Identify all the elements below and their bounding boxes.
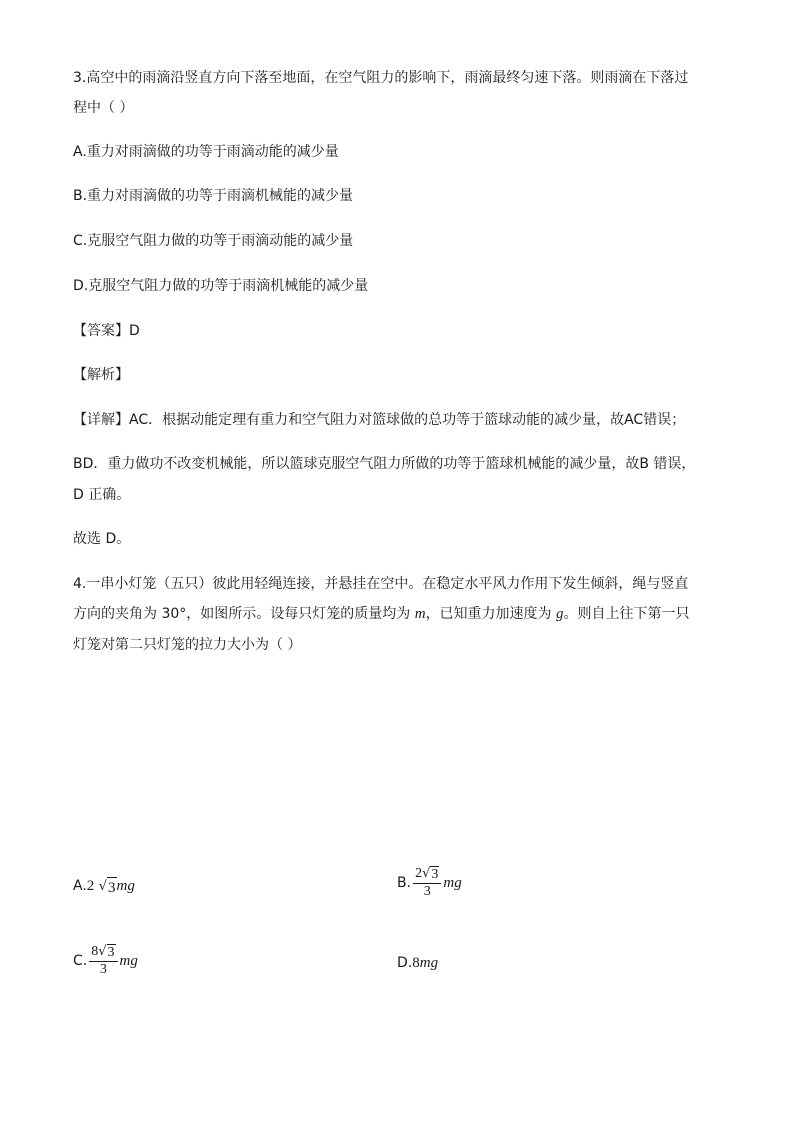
fraction-denominator: 3	[423, 884, 431, 899]
q3-analysis-heading: 【解析】	[73, 367, 129, 383]
q3-conclusion: 故选 D。	[73, 531, 131, 547]
q3-option-c: C.克服空气阻力做的功等于雨滴动能的减少量	[73, 233, 354, 249]
q4-stem-line3: 灯笼对第二只灯笼的拉力大小为（ ）	[73, 637, 302, 653]
fraction	[413, 866, 441, 900]
q3-detail-line2: BD．重力做功不改变机械能，所以篮球克服空气阻力所做的功等于篮球机械能的减少量，故B 错误，	[73, 456, 696, 472]
fraction	[89, 944, 117, 978]
q4-option-c-tail: mg	[119, 953, 138, 969]
q4-stem-line2	[73, 604, 690, 624]
q4-option-d-coef: 8	[412, 955, 420, 971]
q3-option-b: B.重力对雨滴做的功等于雨滴机械能的减少量	[73, 188, 354, 204]
q4-stem-line1: 4.一串小灯笼（五只）彼此用轻绳连接，并悬挂在空中。在稳定水平风力作用下发生倾斜，绳与竖直	[73, 576, 689, 592]
q4-option-b	[397, 866, 462, 900]
q4-option-a-label: A.	[73, 878, 87, 894]
q4-stem-text-c: 。则自上往下第一只	[563, 606, 690, 622]
fraction-numerator-coef: 2	[415, 866, 423, 881]
sqrt-symbol: √ 3	[422, 866, 439, 882]
q3-stem-line1: 3.高空中的雨滴沿竖直方向下落至地面，在空气阻力的影响下，雨滴最终匀速下落。则雨滴在下落过	[73, 70, 689, 86]
q4-option-c-label: C.	[73, 953, 88, 969]
mass-variable: m	[414, 606, 426, 622]
q4-option-a-tail: mg	[116, 878, 135, 894]
q4-stem-text-a: 方向的夹角为 30°，如图所示。设每只灯笼的质量均为	[73, 606, 415, 622]
q4-stem-text-b: ，已知重力加速度为	[425, 606, 557, 622]
radicand: 3	[107, 945, 115, 960]
q4-option-c	[73, 944, 138, 978]
q4-option-d-label: D.	[397, 955, 413, 971]
q4-option-a	[73, 876, 135, 898]
fraction-denominator: 3	[99, 962, 107, 977]
q3-answer: 【答案】D	[73, 323, 140, 339]
q3-option-d: D.克服空气阻力做的功等于雨滴机械能的减少量	[73, 278, 369, 294]
gravity-variable: g	[556, 606, 564, 622]
q3-detail-line1: 【详解】AC．根据动能定理有重力和空气阻力对篮球做的总功等于篮球动能的减少量，故AC错误；	[73, 412, 686, 428]
q3-stem-line2: 程中（ ）	[73, 100, 134, 116]
q4-option-d	[397, 953, 438, 973]
sqrt-symbol: √ 3	[98, 879, 116, 896]
fraction-numerator-coef: 8	[91, 944, 99, 959]
q3-detail-line3: D 正确。	[73, 487, 131, 503]
radicand: 3	[431, 867, 439, 882]
q4-option-a-coef: 2	[86, 878, 95, 894]
radicand: 3	[107, 877, 117, 898]
q4-option-b-label: B.	[397, 875, 412, 891]
q3-option-a: A.重力对雨滴做的功等于雨滴动能的减少量	[73, 144, 339, 160]
q4-option-b-tail: mg	[443, 875, 462, 891]
q4-option-d-tail: mg	[419, 955, 439, 971]
sqrt-symbol: √ 3	[98, 944, 115, 960]
